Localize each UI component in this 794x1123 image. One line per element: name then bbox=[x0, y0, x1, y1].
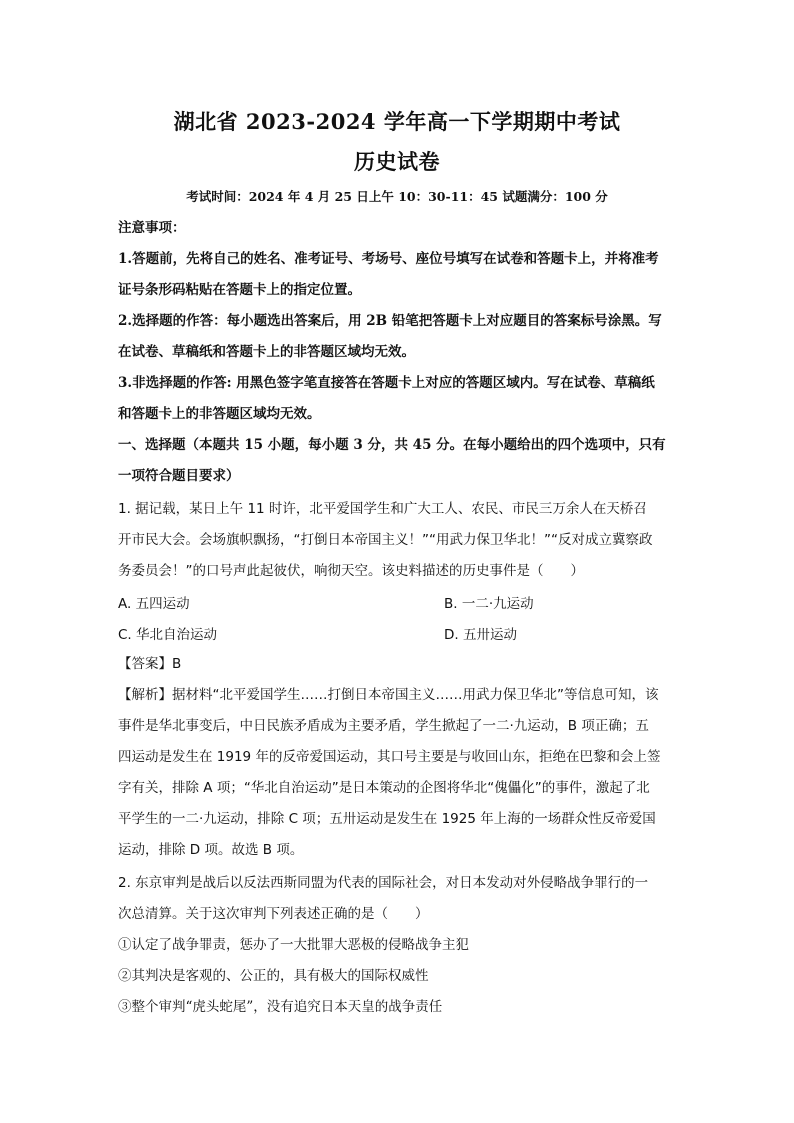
note-1-line-1: 1.答题前，先将自己的姓名、准考证号、考场号、座位号填写在试卷和答题卡上，并将准考 bbox=[118, 251, 659, 267]
q2-stem-line-1: 2. 东京审判是战后以反法西斯同盟为代表的国际社会，对日本发动对外侵略战争罪行的一 bbox=[118, 875, 649, 891]
q2-item-3: ③整个审判“虎头蛇尾”，没有追究日本天皇的战争责任 bbox=[118, 999, 443, 1015]
q1-option-c: C. 华北自治运动 bbox=[118, 627, 218, 643]
q1-option-b: B. 一二·九运动 bbox=[444, 596, 534, 612]
section-1-heading-line-2: 一项符合题目要求） bbox=[118, 468, 240, 484]
exam-title: 湖北省 2023-2024 学年高一下学期期中考试 bbox=[173, 109, 621, 134]
q1-analysis-line-6: 运动，排除 D 项。故选 B 项。 bbox=[118, 842, 304, 858]
q1-analysis-line-3: 四运动是发生在 1919 年的反帝爱国运动，其口号主要是与收回山东，拒绝在巴黎和会上签 bbox=[118, 749, 661, 765]
notes-heading: 注意事项： bbox=[118, 220, 186, 236]
exam-meta: 考试时间：2024 年 4 月 25 日上午 10：30-11：45 试题满分：100 分 bbox=[186, 189, 608, 204]
q1-analysis-line-5: 平学生的一二·九运动，排除 C 项；五卅运动是发生在 1925 年上海的一场群众性反帝爱国 bbox=[118, 811, 656, 827]
note-1-line-2: 证号条形码粘贴在答题卡上的指定位置。 bbox=[118, 282, 361, 298]
q1-analysis-line-4: 字有关，排除 A 项；“华北自治运动”是日本策动的企图将华北“傀儡化”的事件，激起了北 bbox=[118, 780, 650, 796]
q1-analysis-line-1: 【解析】据材料“北平爱国学生……打倒日本帝国主义……用武力保卫华北”等信息可知，该 bbox=[118, 687, 659, 703]
section-1-heading-line-1: 一、选择题（本题共 15 小题，每小题 3 分，共 45 分。在每小题给出的四个选项中，只有 bbox=[118, 437, 666, 453]
q1-option-d: D. 五卅运动 bbox=[444, 627, 517, 643]
note-2-line-1: 2.选择题的作答：每小题选出答案后，用 2B 铅笔把答题卡上对应题目的答案标号涂黑。写 bbox=[118, 313, 662, 329]
q1-stem-line-3: 务委员会！”的口号声此起彼伏，响彻天空。该史料描述的历史事件是（ ） bbox=[118, 563, 584, 579]
q1-stem-line-2: 开市民大会。会场旗帜飘扬，“打倒日本帝国主义！”“用武力保卫华北！”“反对成立冀察政 bbox=[118, 532, 653, 548]
note-3-line-1: 3.非选择题的作答: 用黑色签字笔直接答在答题卡上对应的答题区域内。写在试卷、草稿纸 bbox=[118, 375, 655, 391]
q2-item-1: ①认定了战争罪责，惩办了一大批罪大恶极的侵略战争主犯 bbox=[118, 937, 469, 953]
note-3-line-2: 和答题卡上的非答题区域均无效。 bbox=[118, 406, 321, 422]
q1-stem-line-1: 1. 据记载，某日上午 11 时许，北平爱国学生和广大工人、农民、市民三万余人在天桥召 bbox=[118, 501, 647, 517]
note-2-line-2: 在试卷、草稿纸和答题卡上的非答题区域均无效。 bbox=[118, 344, 415, 360]
q2-item-2: ②其判决是客观的、公正的，具有极大的国际权威性 bbox=[118, 968, 429, 984]
q1-analysis-line-2: 事件是华北事变后，中日民族矛盾成为主要矛盾，学生掀起了一二·九运动，B 项正确；五 bbox=[118, 718, 649, 734]
q1-answer: 【答案】B bbox=[118, 656, 182, 672]
q2-stem-line-2: 次总清算。关于这次审判下列表述正确的是（ ） bbox=[118, 906, 429, 922]
exam-subtitle: 历史试卷 bbox=[354, 149, 440, 174]
q1-option-a: A. 五四运动 bbox=[118, 596, 190, 612]
